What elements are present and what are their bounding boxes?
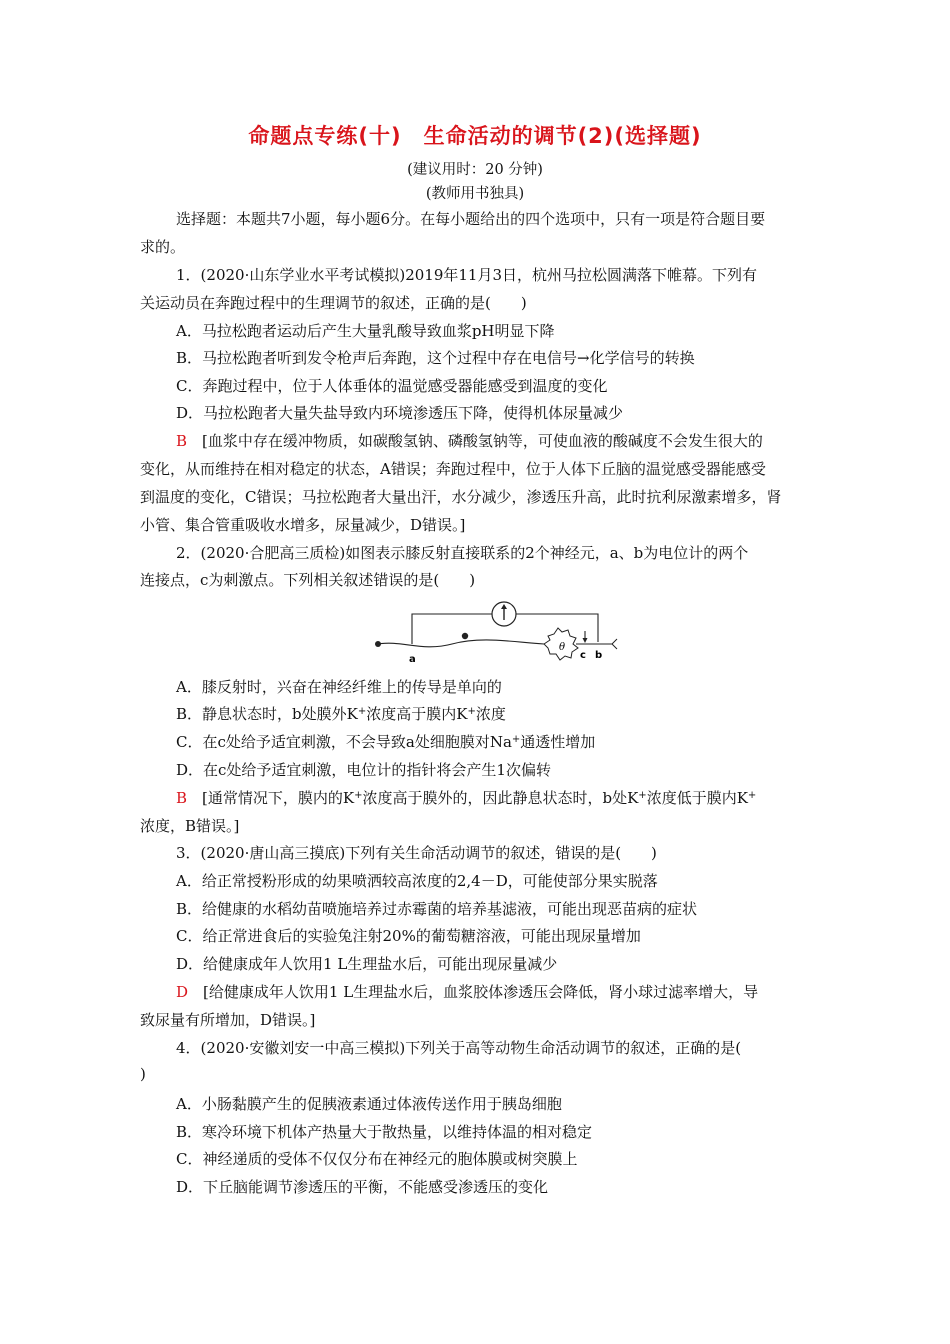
- q1-explanation-3: 到温度的变化，C错误；马拉松跑者大量出汗，水分减少，渗透压升高，此时抗利尿激素增多，肾: [140, 488, 782, 506]
- q1-explanation-1: B [血浆中存在缓冲物质，如碳酸氢钠、磷酸氢钠等，可使血液的酸碱度不会发生很大的: [176, 432, 763, 450]
- q4-option-a: A．小肠黏膜产生的促胰液素通过体液传送作用于胰岛细胞: [176, 1095, 562, 1113]
- q2-stem-1: 2．(2020·合肥高三质检)如图表示膝反射直接联系的2个神经元，a、b为电位计的两个: [176, 544, 749, 562]
- q1-stem-2: 关运动员在奔跑过程中的生理调节的叙述，正确的是( ): [140, 294, 527, 312]
- q3-explanation-2: 致尿量有所增加，D错误。]: [140, 1011, 316, 1029]
- q1-explanation-2: 变化，从而维持在相对稳定的状态，A错误；奔跑过程中，位于人体下丘脑的温觉感受器能感受: [140, 460, 766, 478]
- intro-line-1: 选择题：本题共7小题，每小题6分。在每小题给出的四个选项中，只有一项是符合题目要: [176, 210, 766, 228]
- q3-stem: 3．(2020·唐山高三摸底)下列有关生命活动调节的叙述，错误的是( ): [176, 844, 657, 862]
- q1-option-c: C．奔跑过程中，位于人体垂体的温觉感受器能感受到温度的变化: [176, 377, 608, 395]
- q2-option-b: B．静息状态时，b处膜外K+浓度高于膜内K+浓度: [176, 705, 506, 723]
- teacher-note: (教师用书独具): [425, 186, 525, 202]
- q1-stem-1: 1．(2020·山东学业水平考试模拟)2019年11月3日，杭州马拉松圆满落下帷幕。下列有: [176, 266, 757, 284]
- label-a: a: [409, 654, 416, 665]
- label-theta: θ: [559, 642, 566, 653]
- q1-answer: B: [176, 432, 188, 450]
- q2-option-d: D．在c处给予适宜刺激，电位计的指针将会产生1次偏转: [176, 761, 551, 779]
- axon-terminal: [576, 639, 617, 649]
- q3-option-b: B．给健康的水稻幼苗喷施培养过赤霉菌的培养基滤液，可能出现恶苗病的症状: [176, 900, 698, 918]
- q4-option-d: D．下丘脑能调节渗透压的平衡，不能感受渗透压的变化: [176, 1178, 549, 1196]
- time-note: (建议用时：20 分钟): [407, 162, 543, 178]
- q2-option-c: C．在c处给予适宜刺激，不会导致a处细胞膜对Na+通透性增加: [176, 733, 596, 751]
- q3-answer: D: [176, 983, 189, 1001]
- page-title: 命题点专练(十) 生命活动的调节(2)(选择题): [248, 124, 702, 148]
- q4-stem-1: 4．(2020·安徽刘安一中高三模拟)下列关于高等动物生命活动调节的叙述，正确的是(: [176, 1039, 742, 1057]
- q1-explanation-4: 小管、集合管重吸收水增多，尿量减少，D错误。]: [140, 516, 466, 534]
- q3-explanation-1: D [给健康成年人饮用1 L生理盐水后，血浆胶体渗透压会降低，肾小球过滤率增大，导: [176, 983, 759, 1001]
- intro-line-2: 求的。: [140, 238, 186, 256]
- label-b: b: [595, 650, 603, 661]
- q4-option-b: B．寒冷环境下机体产热量大于散热量，以维持体温的相对稳定: [176, 1123, 593, 1141]
- nerve-fiber: [378, 640, 544, 647]
- q4-stem-2: ): [140, 1065, 146, 1083]
- q2-explanation-1: B [通常情况下，膜内的K+浓度高于膜外的，因此静息状态时，b处K+浓度低于膜内K+: [176, 789, 757, 807]
- label-c: c: [580, 650, 586, 661]
- nucleus-dot: [462, 633, 468, 639]
- q3-option-a: A．给正常授粉形成的幼果喷洒较高浓度的2,4－D，可能使部分果实脱落: [176, 872, 658, 890]
- q1-option-d: D．马拉松跑者大量失盐导致内环境渗透压下降，使得机体尿量减少: [176, 404, 624, 422]
- q4-option-c: C．神经递质的受体不仅仅分布在神经元的胞体膜或树突膜上: [176, 1150, 578, 1168]
- neuron-diagram: [372, 596, 622, 668]
- q2-option-a: A．膝反射时，兴奋在神经纤维上的传导是单向的: [176, 678, 502, 696]
- q3-option-c: C．给正常进食后的实验兔注射20%的葡萄糖溶液，可能出现尿量增加: [176, 927, 641, 945]
- q2-answer: B: [176, 789, 188, 807]
- q1-option-a: A．马拉松跑者运动后产生大量乳酸导致血浆pH明显下降: [176, 322, 555, 340]
- q3-option-d: D．给健康成年人饮用1 L生理盐水后，可能出现尿量减少: [176, 955, 558, 973]
- q2-stem-2: 连接点，c为刺激点。下列相关叙述错误的是( ): [140, 571, 476, 589]
- q2-explanation-2: 浓度，B错误。]: [140, 817, 240, 835]
- q1-option-b: B．马拉松跑者听到发令枪声后奔跑，这个过程中存在电信号→化学信号的转换: [176, 349, 695, 367]
